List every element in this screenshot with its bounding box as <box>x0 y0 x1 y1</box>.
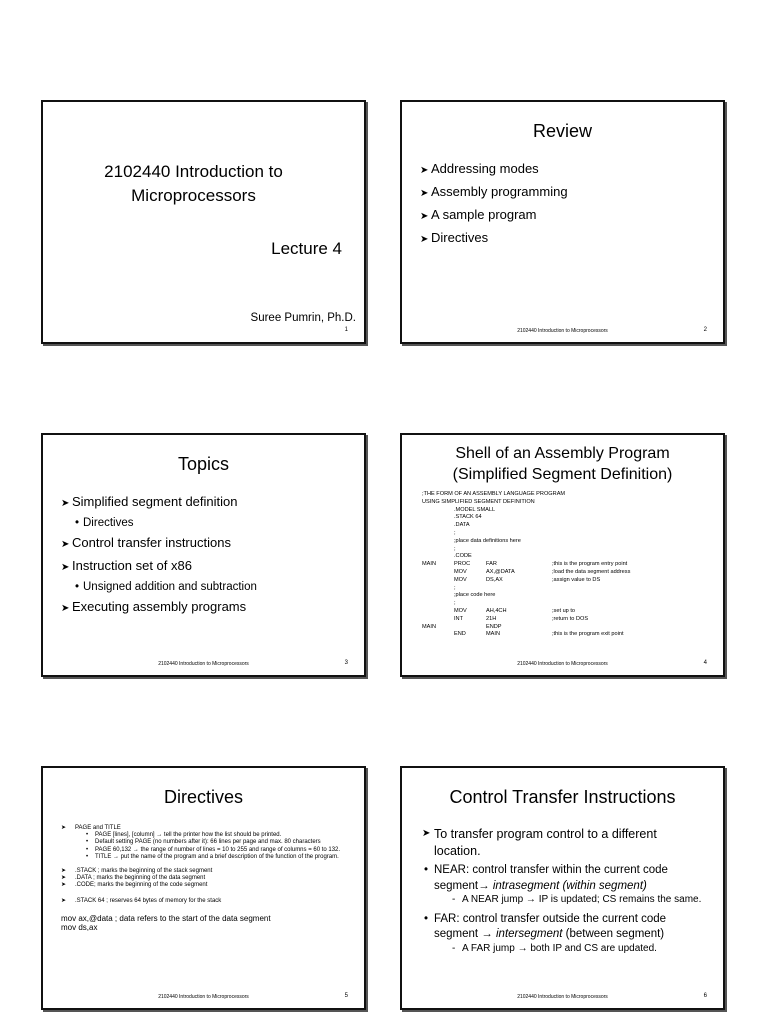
dot-bullet-icon: • <box>424 912 429 925</box>
arrow-bullet-icon: ➤ <box>61 603 70 614</box>
code-cell: AH,4CH <box>486 607 507 614</box>
slide-title <box>402 443 723 485</box>
arrow-bullet-icon: ➤ <box>61 539 70 550</box>
directive-sub-item: • TITLE → put the name of the program and a brief description of the function of the program. <box>86 853 339 860</box>
slide-5 <box>41 766 366 1010</box>
code-cell: ;place data definitions here <box>454 537 521 544</box>
code-cell: END <box>454 631 466 638</box>
arrow-bullet-icon: ➤ <box>61 868 67 875</box>
sub-bullet-item: • Unsigned addition and subtraction <box>61 578 257 596</box>
code-cell: INT <box>454 615 464 622</box>
sub-bullet-item: • FAR: control transfer outside the current code segment → intersegment (between segment) <box>424 912 667 940</box>
control-transfer-content <box>422 826 705 955</box>
mov-line: mov ax,@data ; data refers to the start of the data segment <box>61 913 271 923</box>
code-cell: MAIN <box>422 623 436 630</box>
code-cell: MOV <box>454 568 467 575</box>
slide-title: Directives <box>163 787 243 807</box>
arrow-bullet-icon: ➤ <box>61 562 70 573</box>
lecture-label: Lecture 4 <box>271 239 342 258</box>
slide-1 <box>41 100 366 344</box>
code-cell: PROC <box>454 561 471 568</box>
slide-number: 4 <box>703 660 707 666</box>
slide-3 <box>41 433 366 677</box>
slide-number: 2 <box>703 327 707 333</box>
arrow-bullet-icon: ➤ <box>420 165 429 176</box>
note-item: - A FAR jump → both IP and CS are updated. <box>452 942 657 954</box>
code-cell: ;place code here <box>454 592 496 599</box>
slide-footer: 2102440 Introduction to Microprocessors <box>158 661 249 667</box>
directive-item: ➤ .CODE; marks the beginning of the code segment <box>61 882 208 889</box>
bullet-item: ➤ Instruction set of x86 <box>61 555 257 578</box>
dot-bullet-icon: • <box>75 517 80 529</box>
slide-footer: 2102440 Introduction to Microprocessors <box>517 328 608 334</box>
code-cell: ; <box>454 545 456 552</box>
slide-footer: 2102440 Introduction to Microprocessors <box>158 994 249 1000</box>
arrow-bullet-icon: ➤ <box>422 828 431 839</box>
code-cell: AX,@DATA <box>486 568 515 575</box>
slide-number: 3 <box>344 660 348 666</box>
arrow-bullet-icon: ➤ <box>61 825 67 831</box>
dot-bullet-icon: • <box>86 853 89 860</box>
dot-bullet-icon: • <box>86 839 89 846</box>
bullet-list <box>61 491 257 619</box>
code-cell: .STACK 64 <box>454 514 482 521</box>
title-line-2: (Simplified Segment Definition) <box>452 466 673 483</box>
dot-bullet-icon: • <box>424 864 429 876</box>
slide-2 <box>400 100 725 344</box>
code-cell: FAR <box>486 561 497 568</box>
slide-footer: 2102440 Introduction to Microprocessors <box>517 994 608 1000</box>
code-cell: MOV <box>454 576 467 583</box>
mov-line: mov ds,ax <box>61 923 98 933</box>
bullet-item: ➤ To transfer program control to a different location. <box>422 827 657 858</box>
code-cell: ; <box>454 600 456 607</box>
slide-number: 5 <box>344 993 348 999</box>
code-cell: ;THE FORM OF AN ASSEMBLY LANGUAGE PROGRAM <box>422 491 566 497</box>
bullet-item: ➤ Assembly programming <box>420 181 568 204</box>
note-item: - A NEAR jump → IP is updated; CS remains the same. <box>452 894 702 905</box>
slide-4 <box>400 433 725 677</box>
bullet-item: ➤ A sample program <box>420 204 568 227</box>
bullet-item: ➤ Addressing modes <box>420 158 568 181</box>
code-cell: ; <box>454 584 456 591</box>
code-cell: MOV <box>454 607 467 614</box>
sub-bullet-item: • Directives <box>61 514 257 532</box>
code-cell: .CODE <box>454 553 472 560</box>
code-cell: ;set up to <box>552 607 576 614</box>
code-cell: ENDP <box>486 623 502 630</box>
bullet-item: ➤ Directives <box>420 227 568 250</box>
directives-content <box>61 825 352 933</box>
directive-item: ➤ .DATA ; marks the beginning of the data segment <box>61 875 206 882</box>
bullet-item: ➤ Executing assembly programs <box>61 596 257 619</box>
bullet-list <box>420 158 568 250</box>
code-cell: MAIN <box>486 631 500 638</box>
slide-title: Review <box>532 121 593 141</box>
arrow-bullet-icon: ➤ <box>61 498 70 509</box>
code-cell: ;assign value to DS <box>552 576 601 583</box>
arrow-bullet-icon: ➤ <box>420 188 429 199</box>
code-cell: DS,AX <box>486 576 503 583</box>
slide-6 <box>400 766 725 1010</box>
title-line-1: Shell of an Assembly Program <box>455 445 670 462</box>
arrow-bullet-icon: ➤ <box>61 897 67 904</box>
arrow-bullet-icon: ➤ <box>61 882 67 889</box>
directive-item: ➤ .STACK 64 ; reserves 64 bytes of memory for the stack <box>61 897 222 904</box>
dot-bullet-icon: • <box>86 832 89 839</box>
bullet-item: ➤ Simplified segment definition <box>61 491 257 514</box>
author: Suree Pumrin, Ph.D. <box>250 312 356 324</box>
arrow-bullet-icon: ➤ <box>61 875 67 882</box>
code-cell: 21H <box>486 615 497 622</box>
code-cell: ;load the data segment address <box>552 568 631 575</box>
slide-title: Control Transfer Instructions <box>449 787 676 807</box>
slide-1-title <box>43 160 344 208</box>
code-cell: .DATA <box>454 522 470 529</box>
arrow-bullet-icon: ➤ <box>420 211 429 222</box>
title-line-2: Microprocessors <box>131 186 256 205</box>
dot-bullet-icon: • <box>86 846 89 853</box>
directive-item: ➤ PAGE and TITLE <box>61 825 121 831</box>
directive-item: ➤ .STACK ; marks the beginning of the stack segment <box>61 868 213 875</box>
code-cell: .MODEL SMALL <box>454 506 496 513</box>
title-line-1: 2102440 Introduction to <box>104 162 283 181</box>
code-cell: MAIN <box>422 561 436 568</box>
slide-title: Topics <box>177 454 230 474</box>
code-cell: ; <box>454 529 456 536</box>
directive-sub-item: • PAGE 60,132 → the range of number of lines = 10 to 255 and range of columns = 60 to 132. <box>86 846 341 853</box>
sub-bullet-item: • NEAR: control transfer within the current code segment→ intrasegment (within segment) <box>424 864 668 892</box>
slide-number: 1 <box>344 327 348 333</box>
code-cell: ;this is the program exit point <box>552 631 624 638</box>
code-cell: USING SIMPLIFIED SEGMENT DEFINITION <box>422 498 535 505</box>
arrow-bullet-icon: ➤ <box>420 234 429 245</box>
bullet-item: ➤ Control transfer instructions <box>61 532 257 555</box>
directive-sub-item: • Default setting PAGE (no numbers after it): 66 lines per page and max. 80 characters <box>86 839 321 846</box>
directive-sub-item: • PAGE [lines], [column] → tell the printer how the list should be printed. <box>86 832 282 839</box>
code-cell: ;this is the program entry point <box>552 561 628 568</box>
slide-number: 6 <box>703 993 707 999</box>
slide-footer: 2102440 Introduction to Microprocessors <box>517 661 608 667</box>
code-cell: ;return to DOS <box>552 615 589 622</box>
dot-bullet-icon: • <box>75 581 80 593</box>
